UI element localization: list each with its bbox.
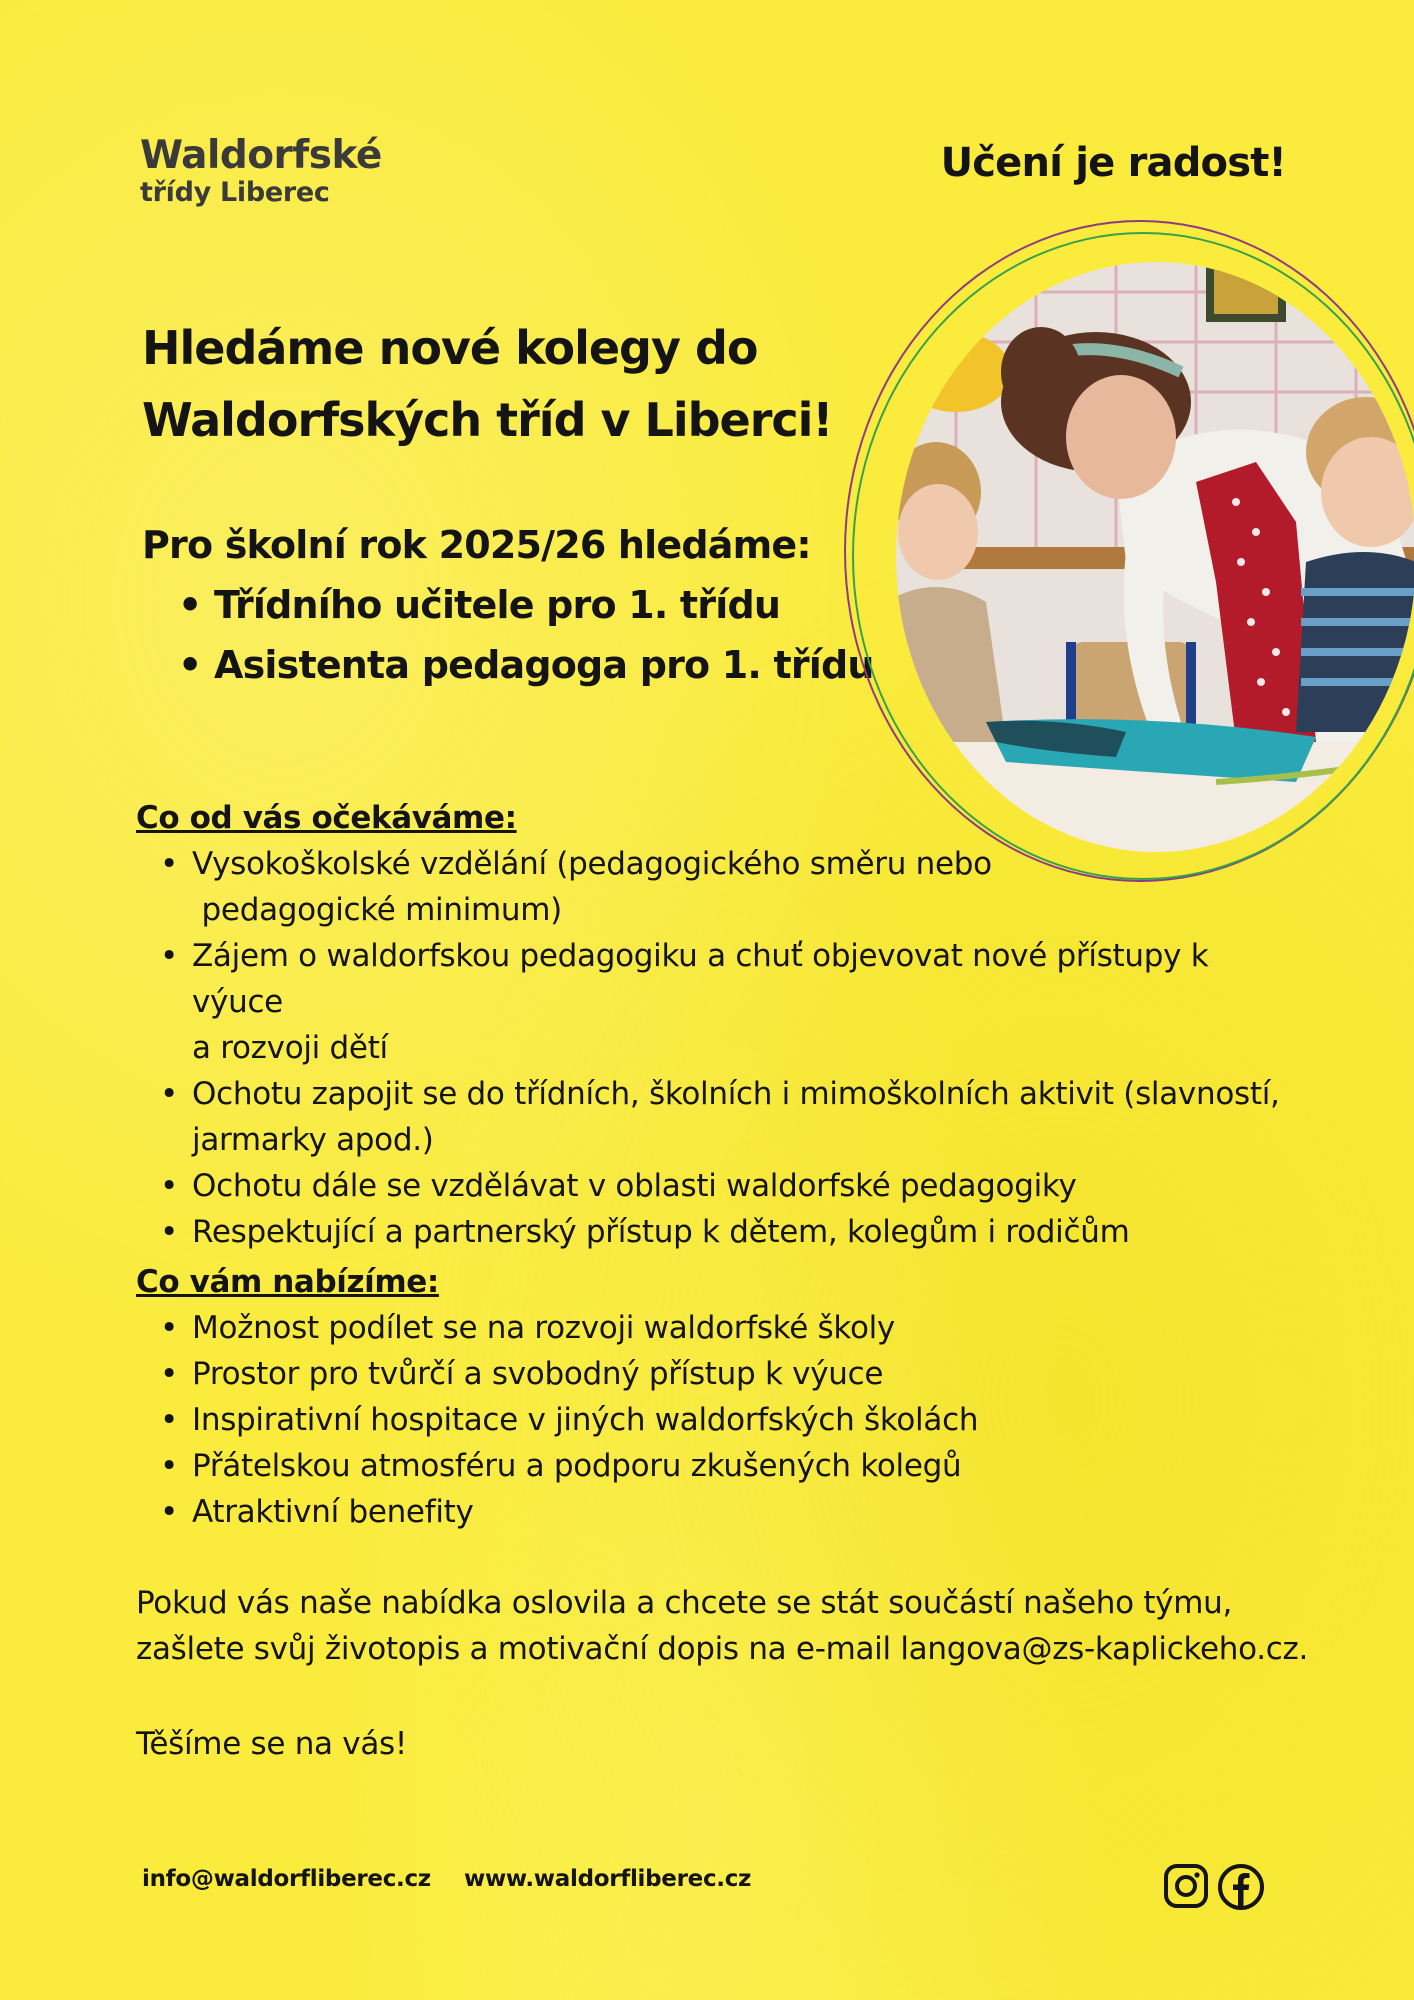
offers-section bbox=[136, 1259, 1306, 1535]
classroom-photo bbox=[896, 262, 1414, 852]
position-item: • Třídního učitele pro 1. třídu bbox=[142, 575, 874, 635]
list-item bbox=[136, 1209, 1306, 1255]
position-item: • Asistenta pedagoga pro 1. třídu bbox=[142, 635, 874, 695]
list-item-text-cont: jarmarky apod.) bbox=[192, 1122, 434, 1158]
logo-line1: Waldorfské bbox=[140, 133, 382, 178]
page-title-line1: Hledáme nové kolegy do bbox=[142, 321, 758, 375]
logo-line2: třídy Liberec bbox=[140, 177, 330, 208]
offers-title: Co vám nabízíme: bbox=[136, 1264, 439, 1300]
footer-website-link[interactable]: www.waldorfliberec.cz bbox=[464, 1866, 752, 1892]
list-item-text-cont: pedagogické minimum) bbox=[192, 892, 562, 928]
slogan: Učení je radost! bbox=[940, 140, 1286, 186]
closing-line1: Pokud vás naše nabídka oslovila a chcete se stát součástí našeho týmu, bbox=[136, 1585, 1233, 1621]
list-item bbox=[136, 841, 1306, 933]
list-item-text: Ochotu dále se vzdělávat v oblasti waldorfské pedagogiky bbox=[192, 1168, 1077, 1204]
page-title-line2: Waldorfských tříd v Liberci! bbox=[142, 393, 833, 447]
list-item: • Atraktivní benefity bbox=[136, 1489, 1306, 1535]
expectations-title: Co od vás očekáváme: bbox=[136, 800, 517, 836]
list-item: • Prostor pro tvůrčí a svobodný přístup k výuce bbox=[136, 1351, 1306, 1397]
list-item bbox=[136, 933, 1306, 1071]
greeting: Těšíme se na vás! bbox=[136, 1726, 408, 1762]
facebook-icon[interactable] bbox=[1216, 1862, 1266, 1916]
expectations-list bbox=[136, 841, 1306, 1255]
list-item: • Možnost podílet se na rozvoji waldorfské školy bbox=[136, 1305, 1306, 1351]
list-item-text: Vysokoškolské vzdělání (pedagogického směru nebo bbox=[192, 846, 992, 882]
page-title bbox=[142, 312, 832, 456]
list-item: • Přátelskou atmosféru a podporu zkušených kolegů bbox=[136, 1443, 1306, 1489]
instagram-icon[interactable] bbox=[1162, 1862, 1210, 1914]
expectations-section bbox=[136, 795, 1306, 1255]
list-item: • Inspirativní hospitace v jiných waldorfských školách bbox=[136, 1397, 1306, 1443]
list-item-text: Respektující a partnerský přístup k dětem, kolegům i rodičům bbox=[192, 1214, 1130, 1250]
list-item-text: Ochotu zapojit se do třídních, školních i mimoškolních aktivit (slavností, bbox=[192, 1076, 1280, 1112]
list-item bbox=[136, 1071, 1306, 1163]
closing-line2: zašlete svůj životopis a motivační dopis na e-mail langova@zs-kaplickeho.cz. bbox=[136, 1631, 1309, 1667]
list-item-text: Zájem o waldorfskou pedagogiku a chuť objevovat nové přístupy k výuce bbox=[192, 938, 1209, 1020]
list-item bbox=[136, 1163, 1306, 1209]
list-item-text-cont: a rozvoji dětí bbox=[192, 1030, 388, 1066]
closing-paragraph bbox=[136, 1580, 1336, 1672]
footer-email-link[interactable]: info@waldorfliberec.cz bbox=[142, 1866, 431, 1892]
offers-list bbox=[136, 1305, 1306, 1535]
school-year-title: Pro školní rok 2025/26 hledáme: bbox=[142, 523, 811, 567]
positions-list bbox=[142, 575, 874, 695]
school-year-block bbox=[142, 515, 874, 695]
logo bbox=[140, 134, 382, 208]
